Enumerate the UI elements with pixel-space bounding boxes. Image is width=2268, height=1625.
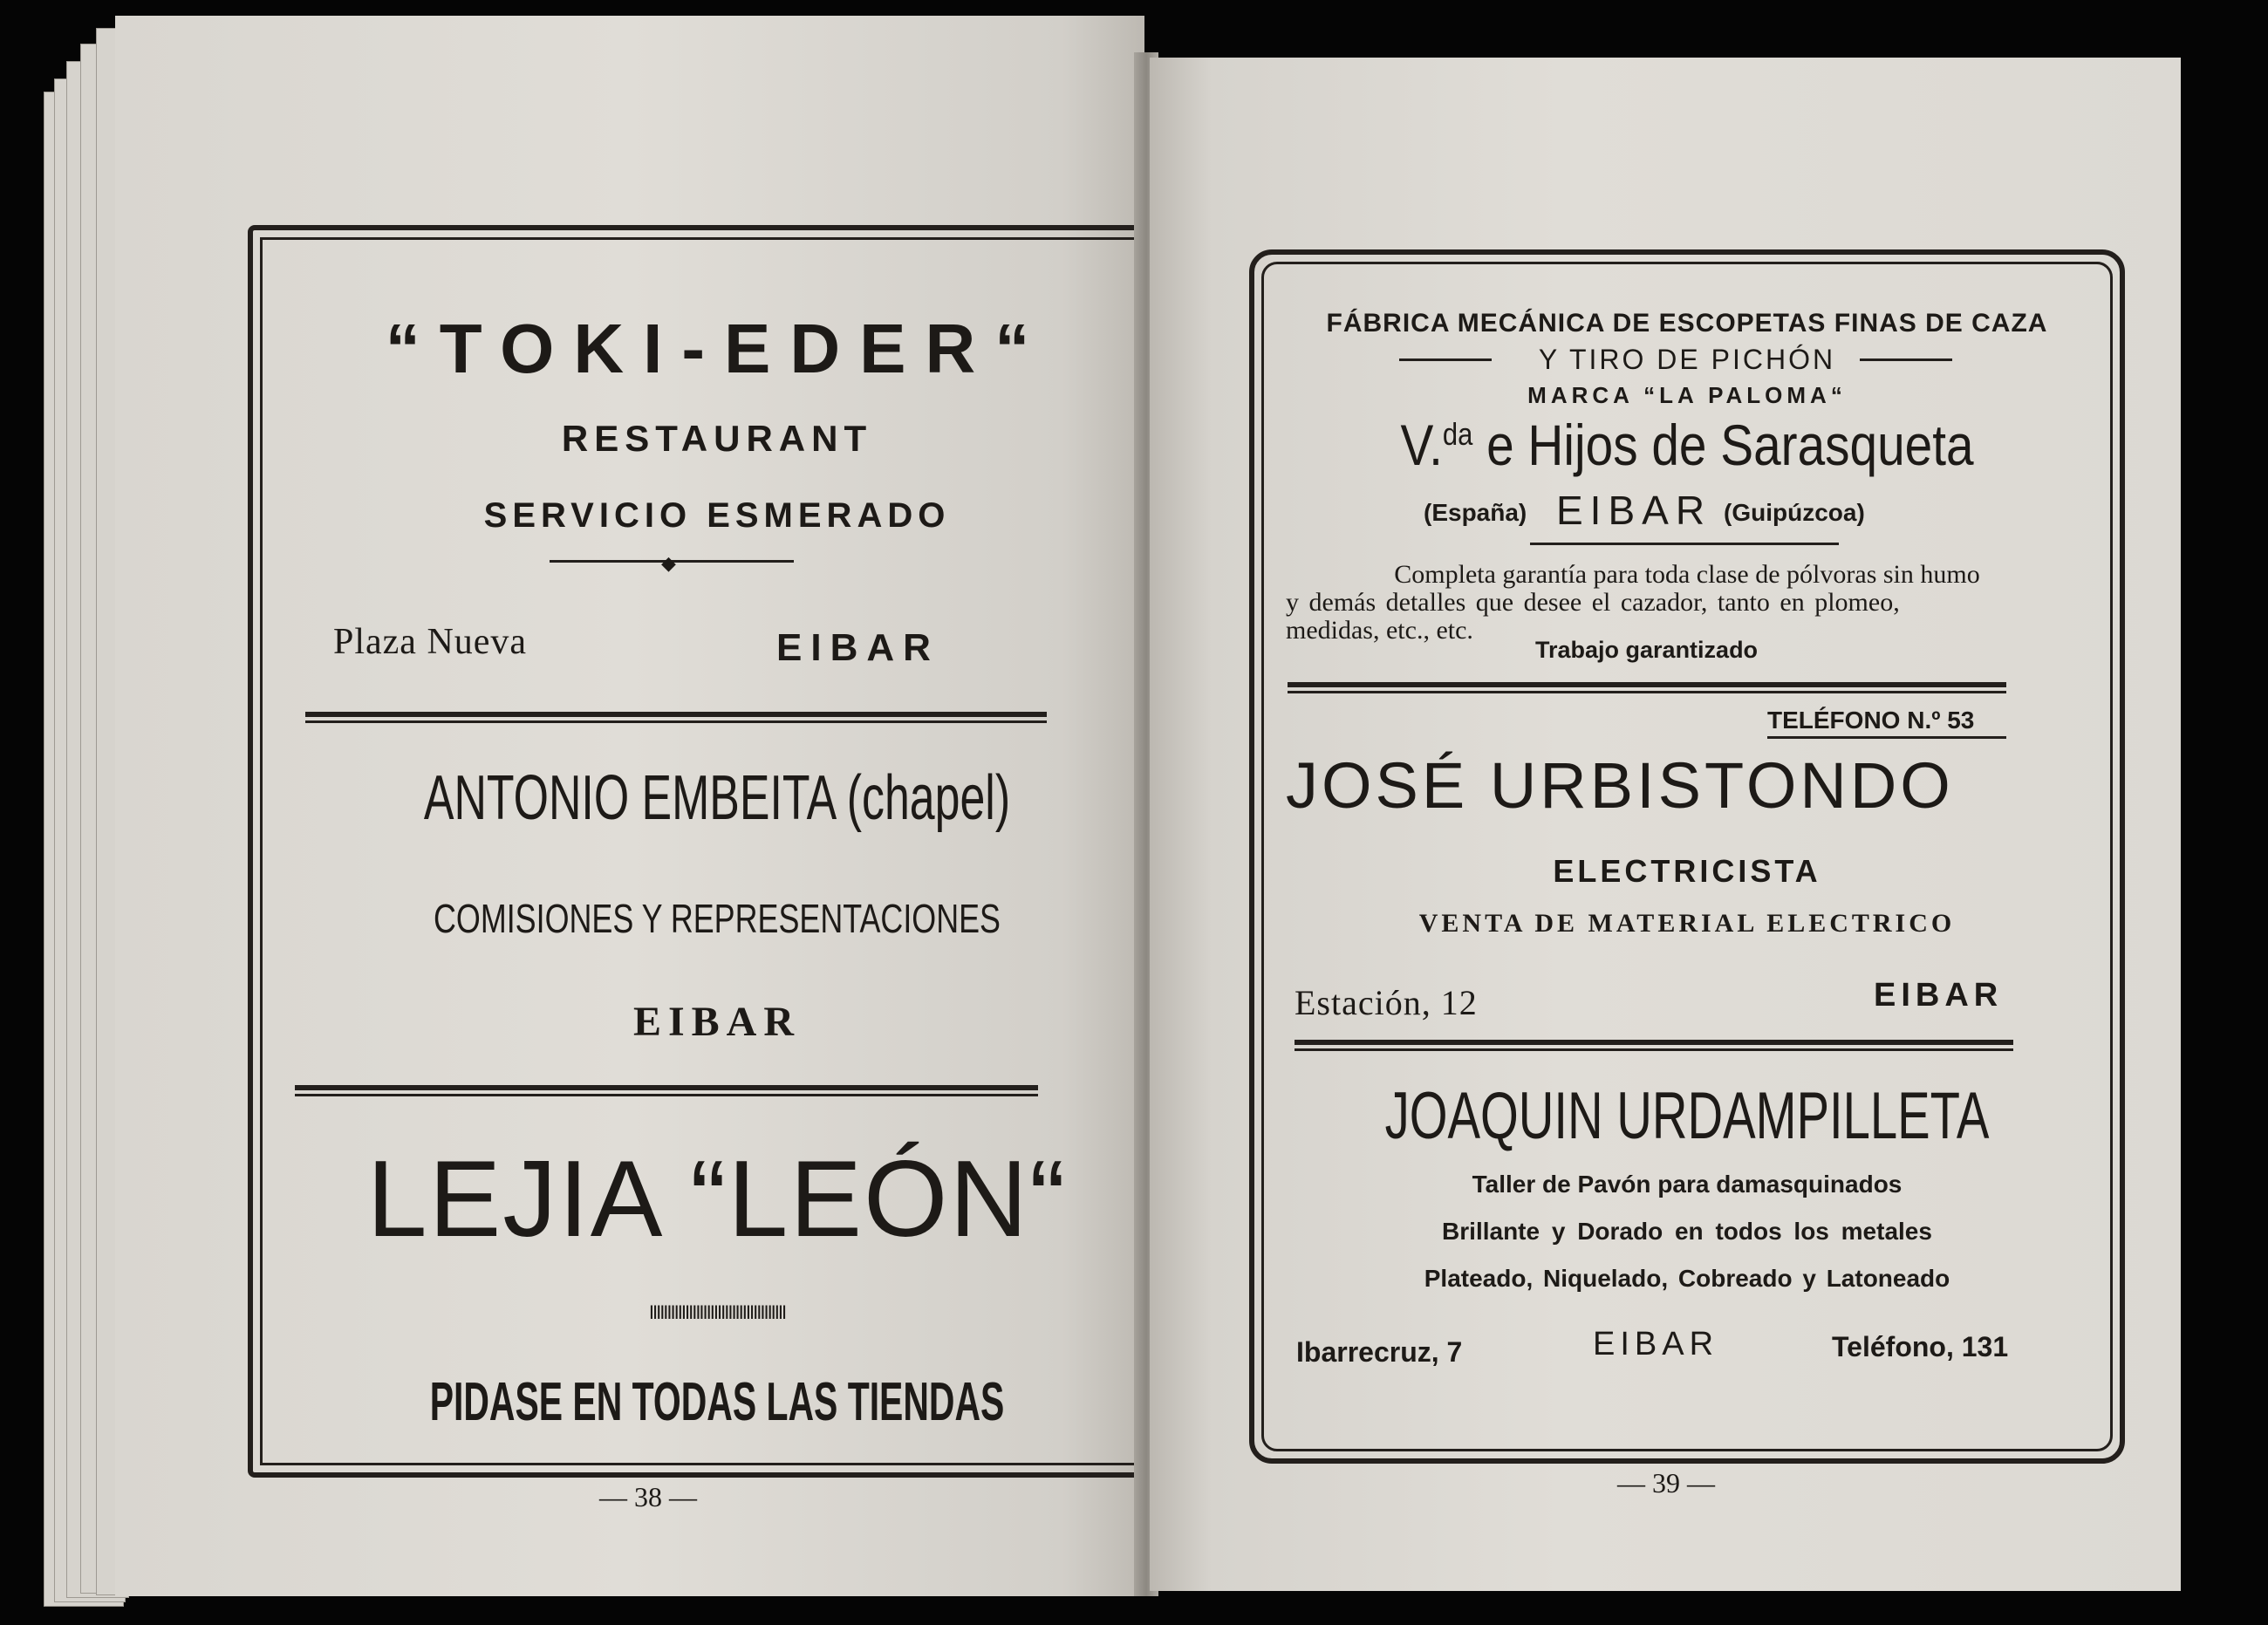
toki-eder-title: “TOKI-EDER“ bbox=[385, 310, 1049, 387]
ornament-rule bbox=[1860, 358, 1952, 361]
sarasqueta-text-4: Trabajo garantizado bbox=[1535, 637, 1759, 663]
antonio-activity: COMISIONES Y REPRESENTACIONES bbox=[434, 896, 1001, 941]
separator-rule bbox=[1295, 1040, 2013, 1051]
toki-eder-restaurant: RESTAURANT bbox=[561, 418, 873, 459]
urdampilleta-phone: Teléfono, 131 bbox=[1832, 1331, 2009, 1362]
urdampilleta-line-1: Taller de Pavón para damasquinados bbox=[1472, 1171, 1903, 1198]
urdampilleta-name: JOAQUIN URDAMPILLETA bbox=[1384, 1079, 1990, 1153]
separator-rule bbox=[305, 712, 1047, 723]
advert-frame bbox=[1249, 249, 2125, 1464]
lejia-name: LEJIA “LEÓN“ bbox=[366, 1139, 1068, 1260]
sarasqueta-name-prefix: V. bbox=[1400, 413, 1443, 477]
ornament-rule bbox=[1530, 543, 1839, 545]
antonio-name: ANTONIO EMBEITA (chapel) bbox=[423, 763, 1011, 833]
sarasqueta-name-sup: da bbox=[1442, 416, 1473, 452]
sarasqueta-name-rest: e Hijos de Sarasqueta bbox=[1472, 413, 1974, 477]
toki-eder-service: SERVICIO ESMERADO bbox=[483, 496, 951, 535]
antonio-city: EIBAR bbox=[632, 999, 802, 1045]
separator-rule bbox=[295, 1085, 1038, 1096]
sarasqueta-country: (España) bbox=[1424, 499, 1527, 526]
page-number: — 38 — bbox=[599, 1481, 697, 1512]
sarasqueta-line1: FÁBRICA MECÁNICA DE ESCOPETAS FINAS DE CAZA bbox=[1326, 309, 2048, 338]
sarasqueta-province: (Guipúzcoa) bbox=[1724, 499, 1865, 526]
sarasqueta-line2: Y TIRO DE PICHÓN bbox=[1538, 344, 1836, 375]
urbistondo-name: JOSÉ URBISTONDO bbox=[1286, 749, 1954, 822]
page-number: — 39 — bbox=[1617, 1467, 1715, 1499]
urbistondo-activity: ELECTRICISTA bbox=[1553, 853, 1821, 889]
sarasqueta-name bbox=[1315, 412, 2059, 478]
sarasqueta-text-1: Completa garantía para toda clase de pólvoras sin humo bbox=[1394, 560, 1980, 589]
urdampilleta-line-2: Brillante y Dorado en todos los metales bbox=[1442, 1218, 1932, 1245]
urdampilleta-address: Ibarrecruz, 7 bbox=[1296, 1336, 1463, 1368]
toki-eder-address: Plaza Nueva bbox=[333, 622, 528, 662]
sarasqueta-line3: MARCA “LA PALOMA“ bbox=[1527, 382, 1847, 408]
sarasqueta-text-3: medidas, etc., etc. bbox=[1286, 616, 1473, 645]
lejia-slogan: PIDASE EN TODAS LAS TIENDAS bbox=[429, 1372, 1005, 1432]
urdampilleta-line-3: Plateado, Niquelado, Cobreado y Latoneado bbox=[1424, 1265, 1950, 1292]
right-page bbox=[1150, 58, 2181, 1591]
urbistondo-phone: TELÉFONO N.º 53 bbox=[1767, 707, 1975, 734]
urbistondo-city: EIBAR bbox=[1874, 977, 2004, 1014]
advert-frame bbox=[248, 225, 1144, 1478]
sarasqueta-text-2: y demás detalles que desee el cazador, tanto en plomeo, bbox=[1286, 588, 1900, 617]
toki-eder-city: EIBAR bbox=[776, 626, 939, 669]
left-page bbox=[115, 16, 1144, 1596]
urdampilleta-city: EIBAR bbox=[1593, 1326, 1719, 1362]
ornament-rule bbox=[1767, 736, 2006, 739]
separator-rule bbox=[1288, 682, 2006, 693]
urbistondo-sales: VENTA DE MATERIAL ELECTRICO bbox=[1418, 909, 1956, 938]
ornament-diamond: ◆ bbox=[661, 553, 676, 575]
sarasqueta-city: EIBAR bbox=[1556, 488, 1712, 533]
urbistondo-address: Estación, 12 bbox=[1295, 983, 1478, 1022]
lejia-ornament: IIIIIIIIIIIIIIIIIIIIIIIIIIIIIIIIIIIIII bbox=[648, 1301, 786, 1323]
